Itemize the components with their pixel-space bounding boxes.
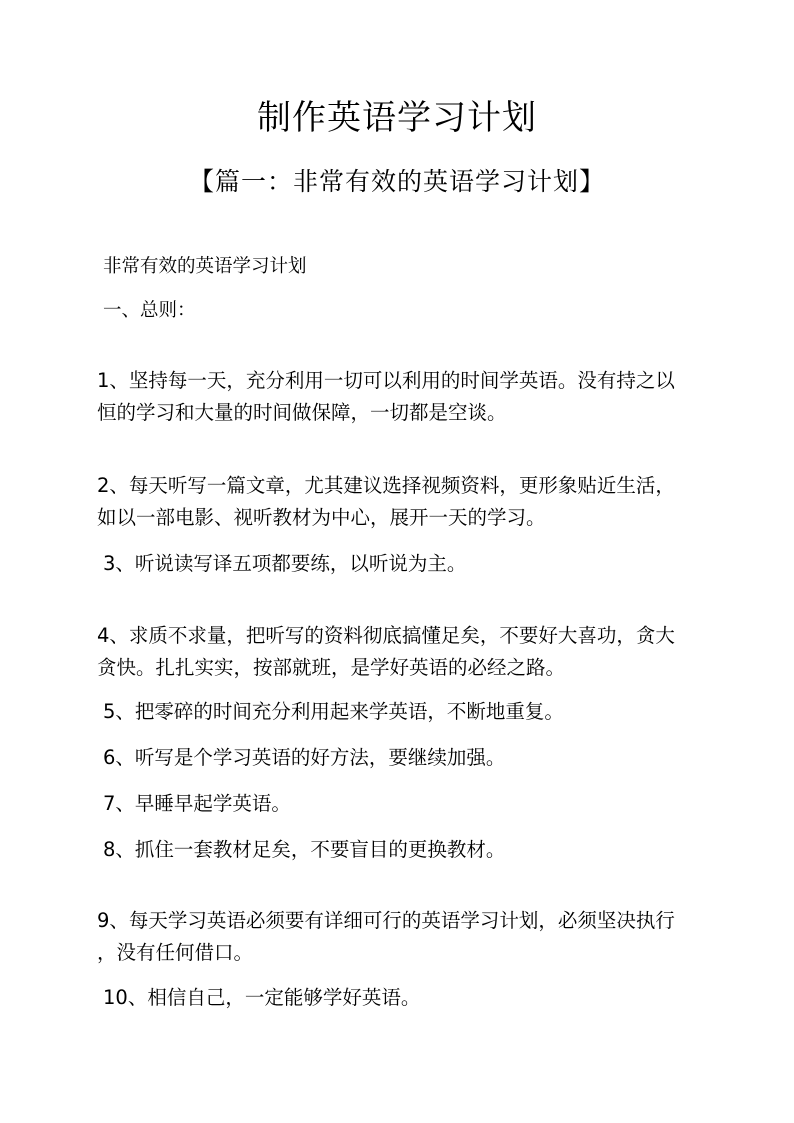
paragraph-line: 如以一部电影、视听教材为中心，展开一天的学习。 bbox=[97, 506, 546, 529]
paragraph-line: 1、坚持每一天，充分利用一切可以利用的时间学英语。没有持之以 bbox=[97, 369, 675, 392]
section-heading: 非常有效的英语学习计划 bbox=[103, 256, 307, 277]
document-subtitle: 【篇一：非常有效的英语学习计划】 bbox=[188, 167, 605, 196]
paragraph-line: ，没有任何借口。 bbox=[97, 941, 254, 964]
paragraph-line: 8、抓住一套教材足矣，不要盲目的更换教材。 bbox=[103, 838, 506, 861]
paragraph-line: 恒的学习和大量的时间做保障，一切都是空谈。 bbox=[97, 401, 507, 424]
paragraph-line: 5、把零碎的时间充分利用起来学英语，不断地重复。 bbox=[103, 700, 564, 723]
section-subheading: 一、总则： bbox=[103, 300, 196, 321]
paragraph-line: 贪快。扎扎实实，按部就班，是学好英语的必经之路。 bbox=[97, 656, 566, 679]
paragraph-line: 4、求质不求量，把听写的资料彻底搞懂足矣，不要好大喜功，贪大 bbox=[97, 624, 675, 647]
paragraph-line: 9、每天学习英语必须要有详细可行的英语学习计划，必须坚决执行 bbox=[97, 909, 675, 932]
paragraph-line: 7、早睡早起学英语。 bbox=[103, 792, 291, 815]
paragraph-line: 10、相信自己，一定能够学好英语。 bbox=[103, 986, 421, 1009]
paragraph-line: 6、听写是个学习英语的好方法，要继续加强。 bbox=[103, 746, 506, 769]
document-title: 制作英语学习计划 bbox=[257, 98, 537, 138]
paragraph-line: 3、听说读写译五项都要练，以听说为主。 bbox=[103, 552, 467, 575]
paragraph-line: 2、每天听写一篇文章，尤其建议选择视频资料，更形象贴近生活， bbox=[97, 474, 675, 497]
